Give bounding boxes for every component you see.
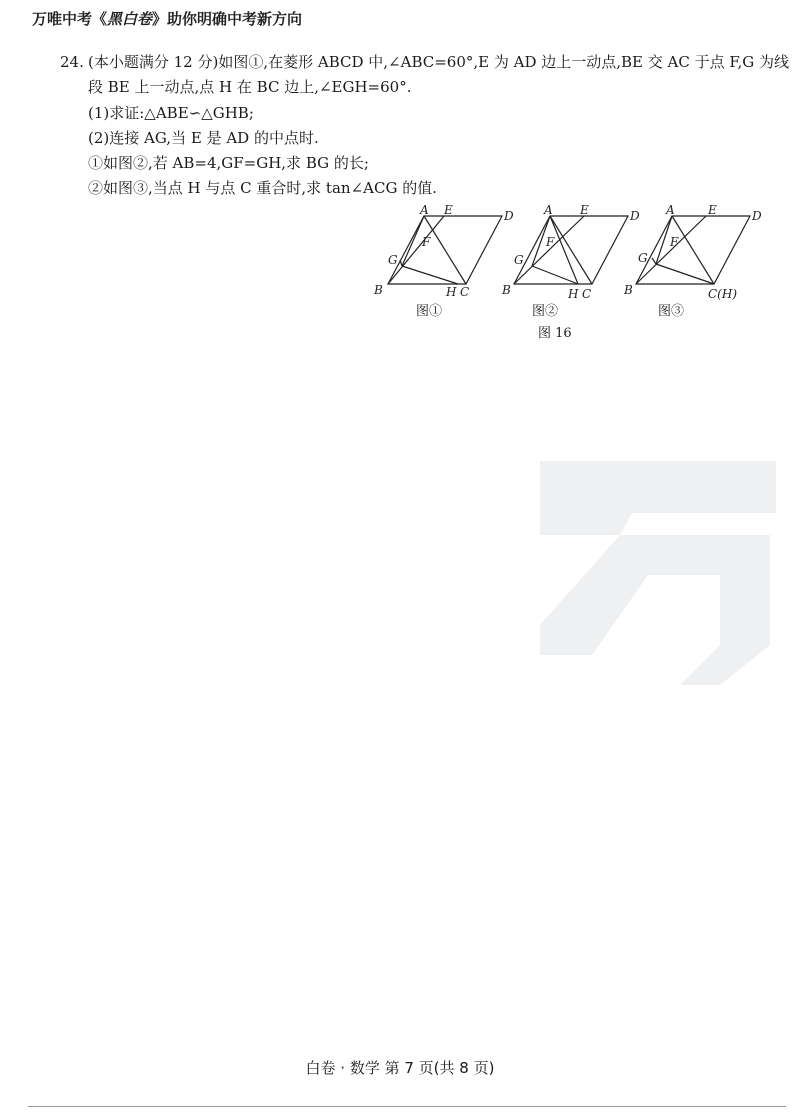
page-header bbox=[32, 8, 302, 29]
question-number: 24. bbox=[60, 53, 84, 71]
figure-caption: 图 16 bbox=[538, 326, 572, 341]
fig-2-label: 图② bbox=[532, 304, 559, 319]
svg-text:D: D bbox=[630, 209, 640, 223]
svg-text:B: B bbox=[502, 283, 511, 297]
svg-text:D: D bbox=[504, 209, 514, 223]
line-gh-1 bbox=[402, 266, 458, 284]
svg-text:E: E bbox=[580, 203, 589, 217]
fig-1-label: 图① bbox=[416, 304, 443, 319]
svg-text:B: B bbox=[624, 283, 633, 297]
bottom-divider bbox=[28, 1106, 786, 1107]
svg-text:H: H bbox=[568, 287, 579, 301]
line-ac-3 bbox=[672, 216, 714, 284]
svg-text:G: G bbox=[514, 253, 524, 267]
header-title: 黑白卷 bbox=[107, 10, 153, 28]
line-ac-2 bbox=[550, 216, 592, 284]
f1-label-A: A bbox=[420, 203, 429, 217]
problem-line-2: 段 BE 上一动点,点 H 在 BC 边上,∠EGH=60°. bbox=[88, 78, 412, 96]
svg-text:A: A bbox=[666, 203, 675, 217]
svg-text:G: G bbox=[388, 253, 398, 267]
svg-text:F: F bbox=[422, 235, 431, 249]
line-be-3 bbox=[636, 216, 706, 284]
header-prefix: 万唯中考《 bbox=[32, 10, 108, 28]
svg-text:F: F bbox=[546, 235, 555, 249]
figure-16 bbox=[368, 200, 768, 350]
line-be-1 bbox=[388, 216, 444, 284]
figure-1 bbox=[388, 216, 502, 284]
svg-text:D: D bbox=[752, 209, 762, 223]
svg-text:A: A bbox=[544, 203, 553, 217]
svg-text:G: G bbox=[638, 251, 648, 265]
figure-3 bbox=[636, 216, 750, 284]
svg-text:B: B bbox=[374, 283, 383, 297]
svg-text:F: F bbox=[670, 235, 679, 249]
svg-text:H: H bbox=[446, 285, 457, 299]
part-2: (2)连接 AG,当 E 是 AD 的中点时. bbox=[88, 129, 319, 147]
header-suffix: 》助你明确中考新方向 bbox=[152, 10, 303, 28]
page-footer: 白卷 · 数学 第 7 页(共 8 页) bbox=[305, 1059, 495, 1077]
svg-text:C: C bbox=[460, 285, 470, 299]
svg-text:C: C bbox=[582, 287, 592, 301]
svg-text:E: E bbox=[708, 203, 717, 217]
watermark-logo bbox=[540, 455, 776, 685]
part-1: (1)求证:△ABE∽△GHB; bbox=[88, 104, 254, 122]
sub-question-2: ②如图③,当点 H 与点 C 重合时,求 tan∠ACG 的值. bbox=[88, 179, 437, 197]
sub-question-1: ①如图②,若 AB=4,GF=GH,求 BG 的长; bbox=[88, 154, 369, 172]
line-ac-1 bbox=[424, 216, 466, 284]
problem-line-1: (本小题满分 12 分)如图①,在菱形 ABCD 中,∠ABC=60°,E 为 AD 边上一动点,BE 交 AC 于点 F,G 为线 bbox=[88, 53, 789, 71]
svg-text:C(H): C(H) bbox=[708, 287, 738, 301]
svg-text:E: E bbox=[444, 203, 453, 217]
figure-2 bbox=[514, 216, 628, 284]
fig-3-label: 图③ bbox=[658, 304, 685, 319]
